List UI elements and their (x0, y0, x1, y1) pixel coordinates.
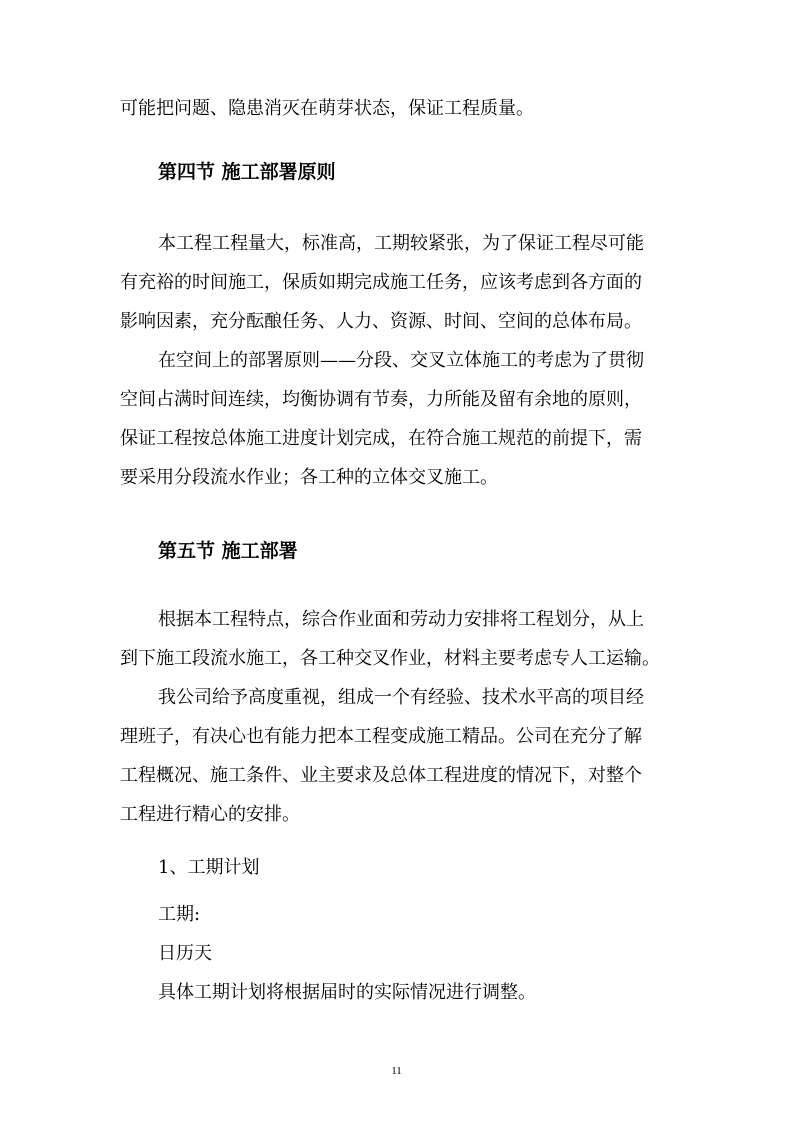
section5-para2-line1: 我公司给予高度重视，组成一个有经验、技术水平高的项目经 (158, 687, 644, 708)
section5-para2-line2: 理班子，有决心也有能力把本工程变成施工精品。公司在充分了解 (120, 726, 642, 747)
section4-para1-line3: 影响因素，充分酝酿任务、人力、资源、时间、空间的总体布局。 (120, 311, 642, 332)
page-number: 11 (391, 1065, 402, 1077)
schedule-label: 工期: (158, 904, 201, 925)
fragment-line: 可能把问题、隐患消灭在萌芽状态，保证工程质量。 (120, 98, 534, 119)
section4-para2-line2: 空间占满时间连续，均衡协调有节奏，力所能及留有余地的原则， (120, 389, 642, 410)
schedule-title: 1、工期计划 (158, 857, 260, 878)
section5-para1-line2: 到下施工段流水施工，各工种交叉作业，材料主要考虑专人工运输。 (120, 648, 660, 669)
section4-para1-line1: 本工程工程量大，标准高，工期较紧张，为了保证工程尽可能 (158, 233, 644, 254)
schedule-note: 具体工期计划将根据届时的实际情况进行调整。 (158, 982, 536, 1003)
section5-para1-line1: 根据本工程特点，综合作业面和劳动力安排将工程划分，从上 (158, 609, 644, 630)
section4-para1-line2: 有充裕的时间施工，保质如期完成施工任务，应该考虑到各方面的 (120, 272, 642, 293)
section4-para2-line1: 在空间上的部署原则——分段、交叉立体施工的考虑为了贯彻 (158, 350, 644, 371)
schedule-unit: 日历天 (158, 943, 212, 964)
section5-para2-line3: 工程概况、施工条件、业主要求及总体工程进度的情况下，对整个 (120, 765, 642, 786)
section5-para2-line4: 工程进行精心的安排。 (120, 804, 300, 825)
section5-heading: 第五节 施工部署 (158, 540, 298, 562)
section4-para2-line4: 要采用分段流水作业；各工种的立体交叉施工。 (120, 467, 498, 488)
section4-para2-line3: 保证工程按总体施工进度计划完成，在符合施工规范的前提下，需 (120, 428, 642, 449)
section4-heading: 第四节 施工部署原则 (158, 161, 336, 183)
